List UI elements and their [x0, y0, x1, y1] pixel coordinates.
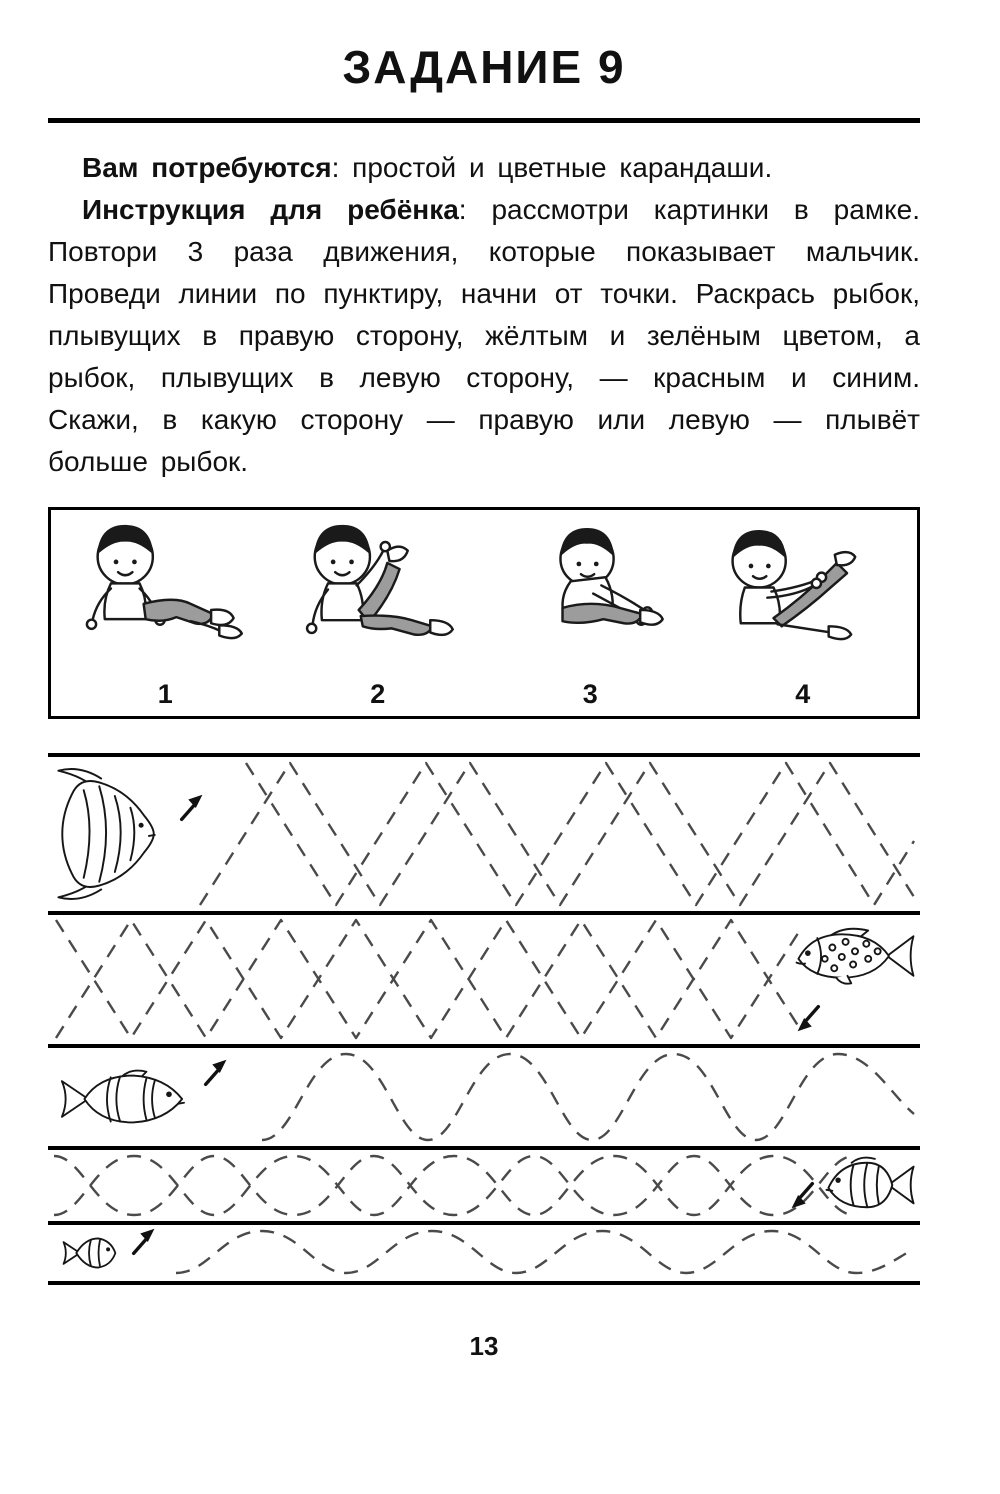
angelfish-icon — [50, 761, 168, 907]
arrow-up-right-icon — [200, 1056, 234, 1090]
materials-paragraph — [48, 147, 920, 189]
boy-leg-lift-icon — [706, 520, 900, 658]
boy-holding-foot-icon — [281, 520, 475, 658]
boy-toe-touch-icon — [493, 520, 687, 658]
exercise-figure-2 — [272, 520, 485, 712]
figure-number: 3 — [582, 679, 598, 709]
divider-rule — [48, 118, 920, 123]
tracing-section — [48, 753, 920, 1285]
exercise-figure-3 — [484, 520, 697, 712]
child-instruction-text: : рассмотри картинки в рамке. Повтори 3 раза движения, которые показывает мальчик. Проведи линии по пунктиру, начни от точки. Раскрась рыбок, плывущих в правую сторону, жёлтым и зелёным цветом, а рыбок, плывущих в левую сторону, — красным и синим. Скажи, в какую сторону — правую или левую — плывёт больше рыбок. — [48, 194, 920, 477]
small-fish-icon — [58, 1233, 120, 1273]
figure-number: 2 — [370, 679, 386, 709]
trace-row-4[interactable] — [48, 1146, 920, 1221]
page-title: ЗАДАНИЕ 9 — [342, 41, 626, 93]
arrow-up-right-icon — [128, 1225, 162, 1259]
banded-fish-icon — [824, 1155, 918, 1215]
clownfish-icon — [56, 1068, 188, 1130]
trace-row-5[interactable] — [48, 1221, 920, 1285]
dashed-zigzag-wave — [48, 757, 920, 911]
page-number: 13 — [469, 1331, 499, 1361]
spotted-fish-icon — [790, 923, 920, 989]
dashed-sine-wave — [48, 1225, 920, 1281]
exercise-figure-1 — [59, 520, 272, 712]
child-instruction-label: Инструкция для ребёнка — [82, 194, 459, 225]
arrow-up-right-icon — [176, 791, 210, 825]
arrow-down-left-icon — [784, 1178, 818, 1212]
exercise-frame — [48, 507, 920, 719]
materials-label: Вам потребуются — [82, 152, 332, 183]
arrow-down-left-icon — [790, 1001, 824, 1035]
figure-number: 4 — [795, 679, 811, 709]
boy-sitting-icon — [68, 520, 262, 658]
instructions-block — [48, 147, 920, 483]
trace-row-1[interactable] — [48, 753, 920, 911]
figure-number: 1 — [157, 679, 173, 709]
materials-text: : простой и цветные карандаши. — [331, 152, 773, 183]
trace-row-2[interactable] — [48, 911, 920, 1044]
child-instruction-paragraph — [48, 189, 920, 483]
exercise-figure-4 — [697, 520, 910, 712]
trace-row-3[interactable] — [48, 1044, 920, 1146]
